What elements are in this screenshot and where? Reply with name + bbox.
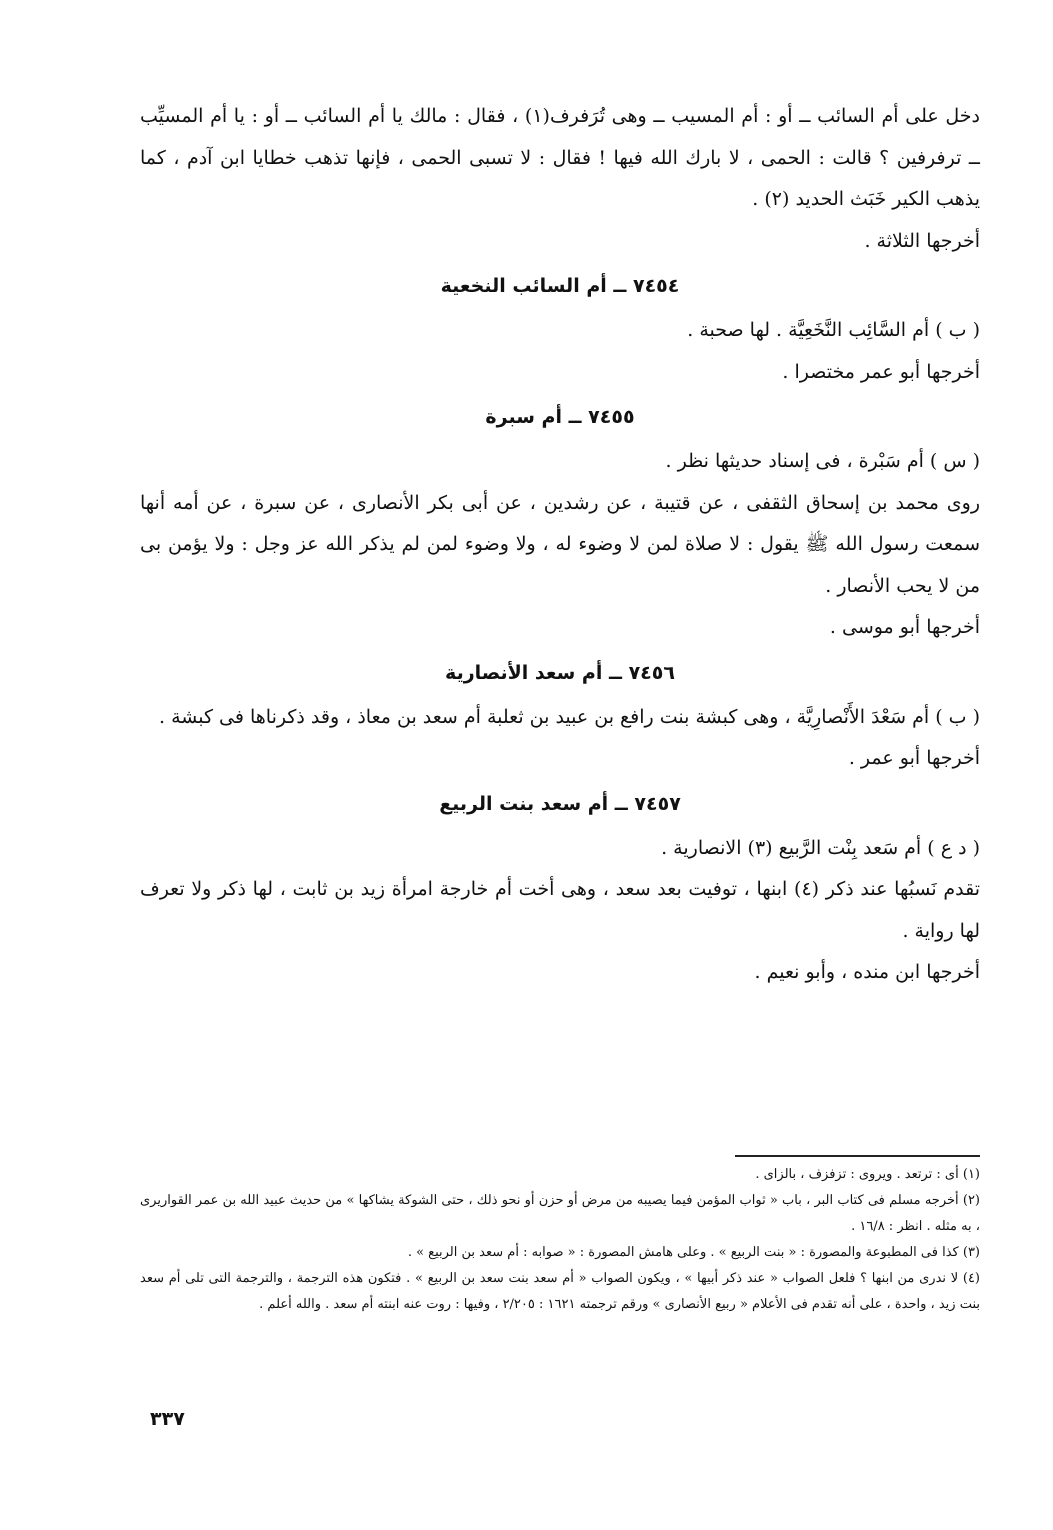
main-text bbox=[140, 96, 980, 994]
footnotes bbox=[140, 1162, 1010, 1318]
entry-heading-7457: ٧٤٥٧ ــ أم سعد بنت الربيع bbox=[439, 792, 681, 815]
paragraph: ( س ) أم سَبْرة ، فى إسناد حديثها نظر . bbox=[665, 450, 980, 472]
paragraph: ( ب ) أم سَعْدَ الأَنْصارِيَّة ، وهى كبشة بنت رافع بن عبيد بن ثعلبة أم سعد بن معاذ ، وقد ذكرناها فى كبشة . bbox=[159, 705, 980, 728]
paragraph: تقدم نَسبُها عند ذكر (٤) ابنها ، توفيت بعد سعد ، وهى أخت أم خارجة امرأة زيد بن ثابت ، لها ذكر ولا تعرف لها رواية . bbox=[140, 878, 980, 942]
paragraph: ( ب ) أم السَّائِب النَّخَعِيَّة . لها صحبة . bbox=[687, 319, 980, 341]
source-note: أخرجها الثلاثة . bbox=[864, 229, 980, 252]
footnote: (١) أى : ترتعد . ويروى : تزفزف ، بالزاى . bbox=[755, 1167, 980, 1182]
source-note: أخرجها ابن منده ، وأبو نعيم . bbox=[754, 961, 980, 983]
entry-heading-7455: ٧٤٥٥ ــ أم سبرة bbox=[485, 406, 635, 428]
source-note: أخرجها أبو موسى . bbox=[829, 616, 980, 638]
paragraph: روى محمد بن إسحاق الثقفى ، عن قتيبة ، عن رشدين ، عن أبى بكر الأنصارى ، عن سبرة ، عن أمه أنها سمعت رسول الله ﷺ يقول : لا صلاة لمن لا وضوء له ، ولا وضوء لمن لم يذكر الله عز وجل : ولا يؤمن بى من لا يحب الأنصار . bbox=[140, 491, 980, 597]
source-note: أخرجها أبو عمر مختصرا . bbox=[782, 360, 980, 383]
footnote: (٢) أخرجه مسلم فى كتاب البر ، باب « ثواب المؤمن فيما يصيبه من مرض أو حزن أو نحو ذلك ، حتى الشوكة يشاكها » من حديث عبيد الله بن عمر القواريرى ، به مثله . انظر : ١٦/٨ . bbox=[140, 1193, 980, 1234]
source-note: أخرجها أبو عمر . bbox=[848, 747, 980, 769]
paragraph: ( د ع ) أم سَعد بِنْت الرَّبيع (٣) الانصارية . bbox=[661, 836, 980, 859]
page-number: ٣٣٧ bbox=[150, 1408, 185, 1430]
entry-heading-7454: ٧٤٥٤ ــ أم السائب النخعية bbox=[440, 275, 680, 297]
footnote: (٣) كذا فى المطبوعة والمصورة : « بنت الربيع » . وعلى هامش المصورة : « صوابه : أم سعد بن الربيع » . bbox=[407, 1245, 980, 1260]
footnote: (٤) لا ندرى من ابنها ؟ فلعل الصواب « عند ذكر أبيها » ، ويكون الصواب « أم سعد بنت سعد بن الربيع » . فتكون هذه الترجمة ، والترجمة التى تلى أم سعد بنت زيد ، واحدة ، على أنه تقدم فى الأعلام « ربيع الأنصارى » ورقم ترجمته ١٦٢١ : ٢/٢٠٥ ، وفيها : روت عنه ابنته أم سعد . والله أعلم . bbox=[140, 1271, 980, 1312]
paragraph: دخل على أم السائب ــ أو : أم المسيب ــ وهى تُرَفرف(١) ، فقال : مالك يا أم السائب ــ أو : يا أم المسيِّب ــ ترفرفين ؟ قالت : الحمى ، لا بارك الله فيها ! فقال : لا تسبى الحمى ، فإنها تذهب خطايا ابن آدم ، كما يذهب الكير خَبَث الحديد (٢) . bbox=[140, 105, 980, 210]
entry-heading-7456: ٧٤٥٦ ــ أم سعد الأنصارية bbox=[445, 661, 675, 684]
footnote-divider bbox=[735, 1155, 980, 1157]
